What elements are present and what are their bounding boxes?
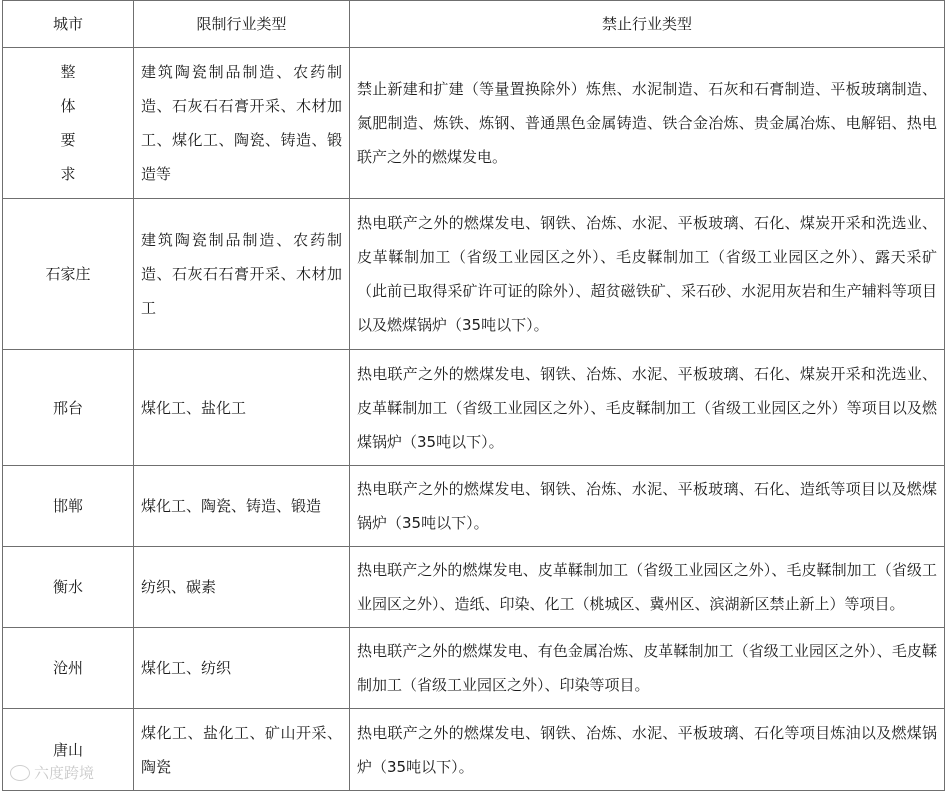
restricted-cell: 纺织、碳素 (134, 547, 350, 628)
table-row (3, 199, 945, 350)
banned-cell: 热电联产之外的燃煤发电、钢铁、冶炼、水泥、平板玻璃、石化、造纸等项目以及燃煤锅炉（35吨以下）。 (350, 466, 945, 547)
city-cell: 石家庄 (3, 199, 134, 350)
watermark (10, 762, 94, 783)
banned-cell: 热电联产之外的燃煤发电、有色金属冶炼、皮革鞣制加工（省级工业园区之外）、毛皮鞣制加工（省级工业园区之外）、印染等项目。 (350, 628, 945, 709)
city-cell: 邯郸 (3, 466, 134, 547)
city-cell: 衡水 (3, 547, 134, 628)
banned-cell: 热电联产之外的燃煤发电、钢铁、冶炼、水泥、平板玻璃、石化、煤炭开采和洗选业、皮革鞣制加工（省级工业园区之外）、毛皮鞣制加工（省级工业园区之外）等项目以及燃煤锅炉（35吨以下）。 (350, 350, 945, 466)
restricted-cell: 煤化工、盐化工、矿山开采、陶瓷 (134, 709, 350, 791)
header-city: 城市 (3, 1, 134, 48)
header-row (3, 1, 945, 48)
city-cell: 整体要求 (3, 48, 134, 199)
header-restricted-industries: 限制行业类型 (134, 1, 350, 48)
table-row (3, 547, 945, 628)
restricted-cell: 煤化工、盐化工 (134, 350, 350, 466)
banned-cell: 禁止新建和扩建（等量置换除外）炼焦、水泥制造、石灰和石膏制造、平板玻璃制造、氮肥制造、炼铁、炼钢、普通黑色金属铸造、铁合金冶炼、贵金属冶炼、电解铝、热电联产之外的燃煤发电。 (350, 48, 945, 199)
watermark-logo-icon (10, 765, 30, 781)
table-row (3, 628, 945, 709)
table-row (3, 466, 945, 547)
banned-cell: 热电联产之外的燃煤发电、钢铁、冶炼、水泥、平板玻璃、石化等项目炼油以及燃煤锅炉（35吨以下）。 (350, 709, 945, 791)
table-row (3, 709, 945, 791)
restricted-cell: 建筑陶瓷制品制造、农药制造、石灰石石膏开采、木材加工、煤化工、陶瓷、铸造、锻造等 (134, 48, 350, 199)
city-cell: 唐山 (3, 709, 134, 791)
restricted-cell: 建筑陶瓷制品制造、农药制造、石灰石石膏开采、木材加工 (134, 199, 350, 350)
restricted-cell: 煤化工、纺织 (134, 628, 350, 709)
header-banned-industries: 禁止行业类型 (350, 1, 945, 48)
table-row (3, 48, 945, 199)
city-cell: 沧州 (3, 628, 134, 709)
banned-cell: 热电联产之外的燃煤发电、皮革鞣制加工（省级工业园区之外）、毛皮鞣制加工（省级工业园区之外）、造纸、印染、化工（桃城区、冀州区、滨湖新区禁止新上）等项目。 (350, 547, 945, 628)
industry-policy-table (2, 0, 945, 791)
city-cell: 邢台 (3, 350, 134, 466)
watermark-text: 六度跨境 (34, 764, 95, 782)
restricted-cell: 煤化工、陶瓷、铸造、锻造 (134, 466, 350, 547)
table-row (3, 350, 945, 466)
banned-cell: 热电联产之外的燃煤发电、钢铁、冶炼、水泥、平板玻璃、石化、煤炭开采和洗选业、皮革鞣制加工（省级工业园区之外）、毛皮鞣制加工（省级工业园区之外）、露天采矿（此前已取得采矿许可证的除外）、超贫磁铁矿、采石砂、水泥用灰岩和生产辅料等项目以及燃煤锅炉（35吨以下）。 (350, 199, 945, 350)
